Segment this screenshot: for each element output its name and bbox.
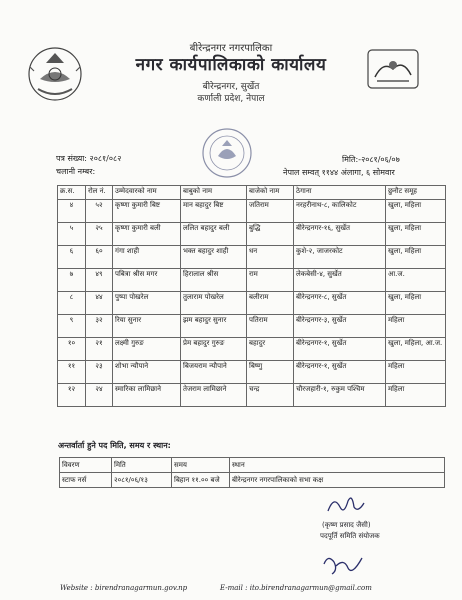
cell-address: बीरेन्द्रनगर-३, सुर्खेत — [294, 315, 386, 338]
cell-sn: ११ — [58, 361, 86, 384]
cell-roll: ३२ — [86, 315, 113, 338]
cell-group: खुला, महिला — [386, 246, 446, 269]
second-signature — [318, 552, 366, 578]
col-header-roll: रोल नं. — [86, 186, 113, 200]
cell-name: रिया सुनार — [113, 315, 181, 338]
municipality-name: बीरेन्द्रनगर नगरपालिका — [189, 43, 273, 54]
cell-grandfather: चन्द्र — [247, 384, 294, 407]
table-row — [58, 315, 446, 338]
cell-address: बीरेन्द्रनगर-८, सुर्खेत — [294, 292, 386, 315]
cell-group: खुला, महिला — [386, 200, 446, 223]
cell-father: भक्त बहादुर शाही — [181, 246, 247, 269]
cell-group: खुला, महिला, आ.ज. — [386, 338, 446, 361]
address-line-1: बीरेन्द्रनगर, सुर्खेत — [202, 82, 260, 92]
cell-name: कृष्णा कुमारी बली — [113, 223, 181, 246]
interview-header-row — [60, 458, 445, 473]
iv-time: बिहान ११.०० बजे — [172, 473, 230, 488]
col-header-address: ठेगाना — [294, 186, 386, 200]
table-row — [58, 200, 446, 223]
footer-website: Website : birendranagarmun.gov.np — [60, 584, 188, 592]
iv-header-date: मिति — [112, 458, 172, 473]
cell-grandfather: बलीराम — [247, 292, 294, 315]
cell-group: खुला, महिला — [386, 223, 446, 246]
cell-roll: २३ — [86, 361, 113, 384]
col-header-father: बाबुको नाम — [181, 186, 247, 200]
cell-grandfather: राम — [247, 269, 294, 292]
cell-sn: ७ — [58, 269, 86, 292]
col-header-candidate: उम्मेदवारको नाम — [113, 186, 181, 200]
col-header-sn: क्र.स. — [58, 186, 86, 200]
table-row — [58, 269, 446, 292]
nepal-samvat-date: नेपाल सम्वत् ११४४ अंलागा, ६ सोमवार — [283, 168, 395, 177]
cell-name: स्मारिका लामिछाने — [113, 384, 181, 407]
col-header-group: छुनौट समूह — [386, 186, 446, 200]
interview-table — [59, 457, 445, 488]
cell-roll: ४४ — [86, 292, 113, 315]
cell-sn: ६ — [58, 246, 86, 269]
table-row — [58, 384, 446, 407]
table-row — [58, 338, 446, 361]
cell-father: प्रेम बहादुर गुरुङ — [181, 338, 247, 361]
cell-address: नरहरीनाथ-८, कालिकोट — [294, 200, 386, 223]
cell-sn: ५ — [58, 223, 86, 246]
cell-sn: १२ — [58, 384, 86, 407]
cell-name: लक्ष्मी गुरुङ — [113, 338, 181, 361]
cell-father: तेजराम लामिछाने — [181, 384, 247, 407]
footer-email: E-mail : ito.birendranagarmun@gmail.com — [220, 584, 372, 592]
cell-father: हिरालाल श्रीस — [181, 269, 247, 292]
cell-roll: २५ — [86, 223, 113, 246]
cell-address: चौरजहारी-१, रुकुम पश्चिम — [294, 384, 386, 407]
table-row — [58, 361, 446, 384]
dispatch-number: चलानी नम्बर: — [56, 167, 96, 176]
cell-sn: ८ — [58, 292, 86, 315]
cell-grandfather: बिष्णु — [247, 361, 294, 384]
cell-name: पबित्रा श्रीस मगर — [113, 269, 181, 292]
iv-header-place: स्थान — [230, 458, 445, 473]
letter-number: पत्र संख्या: २०८१/०८२ — [56, 154, 122, 163]
letter-date: मिति:-२०८१/०६/०७ — [342, 155, 400, 164]
cell-father: ललित बहादुर बली — [181, 223, 247, 246]
cell-grandfather: जतिराम — [247, 200, 294, 223]
address-line-2: कर्णाली प्रदेश, नेपाल — [197, 94, 265, 104]
table-row — [58, 246, 446, 269]
cell-address: बीरेन्द्रनगर-१६, सुर्खेत — [294, 223, 386, 246]
cell-roll: २१ — [86, 338, 113, 361]
col-header-grandfather: बाजेको नाम — [247, 186, 294, 200]
cell-father: मान बहादुर बिष्ट — [181, 200, 247, 223]
cell-name: शोभा न्यौपाने — [113, 361, 181, 384]
handwritten-signature — [324, 493, 366, 517]
office-title: नगर कार्यपालिकाको कार्यालय — [135, 55, 327, 75]
cell-group: महिला — [386, 315, 446, 338]
iv-date: २०८१/०६/१३ — [112, 473, 172, 488]
candidate-table — [57, 185, 446, 407]
iv-post: स्टाफ नर्स — [60, 473, 112, 488]
cell-group: महिला — [386, 361, 446, 384]
cell-group: महिला — [386, 384, 446, 407]
iv-header-post: विवरण — [60, 458, 112, 473]
signatory-name: (कृष्ण प्रसाद जैसी) — [322, 521, 371, 529]
cell-group: खुला, महिला — [386, 292, 446, 315]
table-row — [58, 292, 446, 315]
iv-place: बीरेन्द्रनगर नगरपालिकाको सभा कक्ष — [230, 473, 445, 488]
cell-name: गंगा शाही — [113, 246, 181, 269]
interview-row — [60, 473, 445, 488]
cell-address: बीरेन्द्रनगर-१, सुर्खेत — [294, 338, 386, 361]
cell-name: पुष्पा पोखरेल — [113, 292, 181, 315]
cell-grandfather: बहादुर — [247, 338, 294, 361]
iv-header-time: समय — [172, 458, 230, 473]
cell-grandfather: पतिराम — [247, 315, 294, 338]
cell-father: तुलाराम पोखरेल — [181, 292, 247, 315]
cell-father: बिजयराम न्यौपाने — [181, 361, 247, 384]
signatory-role: पदपूर्ति समिति संयोजक — [320, 532, 380, 540]
cell-roll: ५२ — [86, 200, 113, 223]
table-row — [58, 223, 446, 246]
table-header-row — [58, 186, 446, 200]
cell-sn: ४ — [58, 200, 86, 223]
cell-roll: ६० — [86, 246, 113, 269]
cell-roll: २४ — [86, 384, 113, 407]
office-seal-stamp — [200, 126, 254, 180]
cell-name: कृष्णा कुमारी बिष्ट — [113, 200, 181, 223]
cell-address: बीरेन्द्रनगर-१, सुर्खेत — [294, 361, 386, 384]
cell-address: लेकबेसी-४, सुर्खेत — [294, 269, 386, 292]
cell-sn: १० — [58, 338, 86, 361]
cell-father: झम बहादुर सुनार — [181, 315, 247, 338]
cell-grandfather: बुद्धि — [247, 223, 294, 246]
cell-group: आ.ज. — [386, 269, 446, 292]
cell-grandfather: धन — [247, 246, 294, 269]
cell-address: कुशे-२, जाजरकोट — [294, 246, 386, 269]
cell-roll: ४९ — [86, 269, 113, 292]
cell-sn: ९ — [58, 315, 86, 338]
interview-heading: अन्तर्वार्ता हुने पद मिति, समय र स्थान: — [58, 441, 171, 450]
